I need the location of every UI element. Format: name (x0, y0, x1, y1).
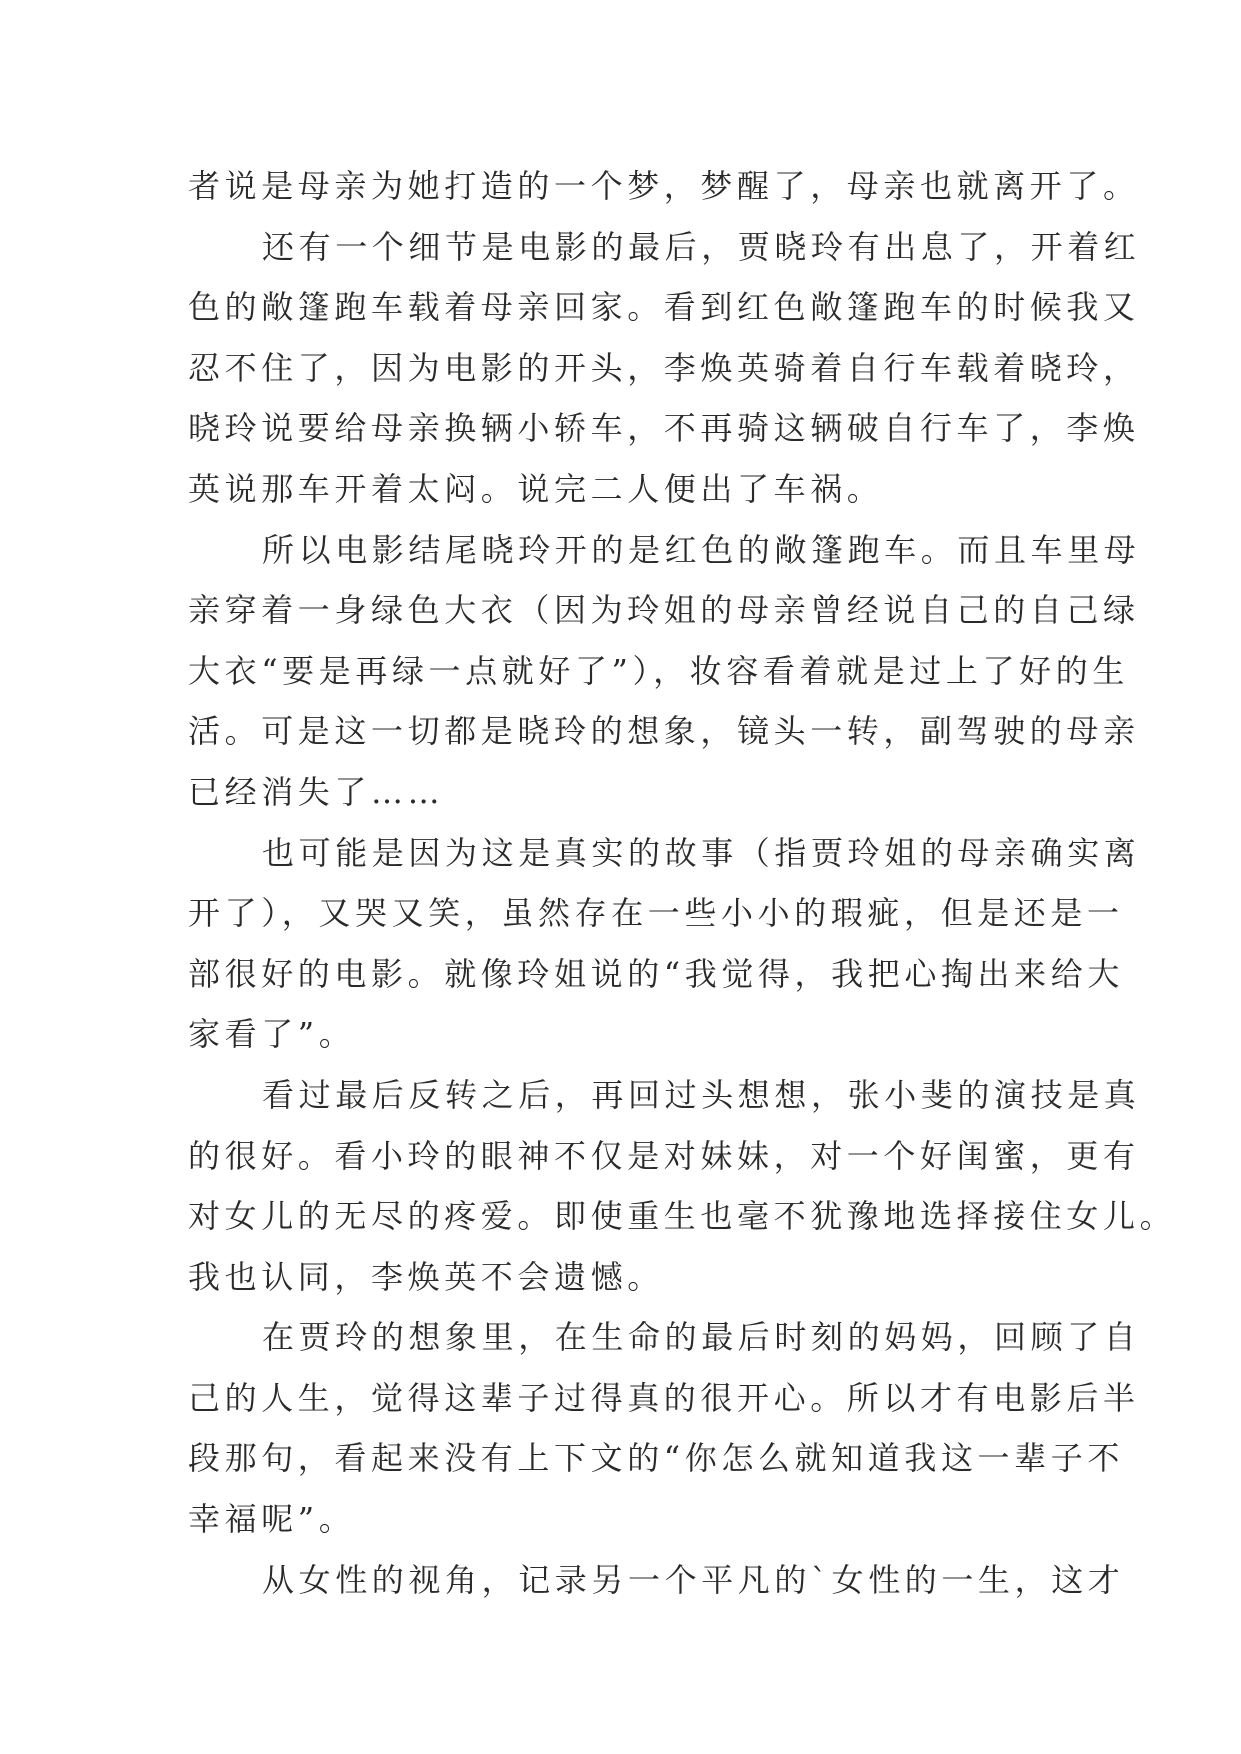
text-line: 晓玲说要给母亲换辆小轿车，不再骑这辆破自行车了，李焕 (188, 409, 1140, 448)
text-line: 对女儿的无尽的疼爱。即使重生也毫不犹豫地选择接住女儿。 (188, 1197, 1177, 1236)
text-line: 大衣“要是再绿一点就好了”），妆容看着就是过上了好的生 (188, 651, 1129, 690)
text-line: 段那句，看起来没有上下文的“你怎么就知道我这一辈子不 (188, 1439, 1124, 1478)
text-line: 活。可是这一切都是晓玲的想象，镜头一转，副驾驶的母亲 (188, 712, 1140, 751)
paragraph-first-line: 从女性的视角，记录另一个平凡的`女性的一生，这才 (262, 1560, 1125, 1599)
text-line: 幸福呢”。 (188, 1500, 356, 1539)
text-line: 开了），又哭又笑，虽然存在一些小小的瑕疵，但是还是一 (188, 894, 1124, 933)
text-line: 忍不住了，因为电影的开头，李焕英骑着自行车载着晓玲， (188, 348, 1140, 387)
text-line: 者说是母亲为她打造的一个梦，梦醒了，母亲也就离开了。 (188, 167, 1140, 205)
paragraph-first-line: 看过最后反转之后，再回过头想想，张小斐的演技是真 (262, 1075, 1141, 1114)
paragraph-first-line: 还有一个细节是电影的最后，贾晓玲有出息了，开着红 (262, 227, 1141, 266)
text-line: 部很好的电影。就像玲姐说的“我觉得，我把心掏出来给大 (188, 954, 1124, 993)
body-text (188, 156, 1177, 1610)
paragraph-first-line: 也可能是因为这是真实的故事（指贾玲姐的母亲确实离 (262, 833, 1141, 872)
text-line: 亲穿着一身绿色大衣（因为玲姐的母亲曾经说自己的自己绿 (188, 591, 1140, 630)
text-line: 的很好。看小玲的眼神不仅是对妹妹，对一个好闺蜜，更有 (188, 1136, 1140, 1175)
text-line: 已经消失了…… (188, 772, 445, 811)
text-line: 英说那车开着太闷。说完二人便出了车祸。 (188, 469, 884, 508)
paragraph-first-line: 在贾玲的想象里，在生命的最后时刻的妈妈，回顾了自 (262, 1318, 1141, 1357)
text-line: 己的人生，觉得这辈子过得真的很开心。所以才有电影后半 (188, 1378, 1140, 1417)
paragraph-first-line: 所以电影结尾晓玲开的是红色的敞篷跑车。而且车里母 (262, 530, 1141, 569)
text-line: 色的敞篷跑车载着母亲回家。看到红色敞篷跑车的时候我又 (188, 288, 1140, 327)
text-line: 家看了”。 (188, 1015, 356, 1054)
text-line: 我也认同，李焕英不会遗憾。 (188, 1257, 664, 1296)
